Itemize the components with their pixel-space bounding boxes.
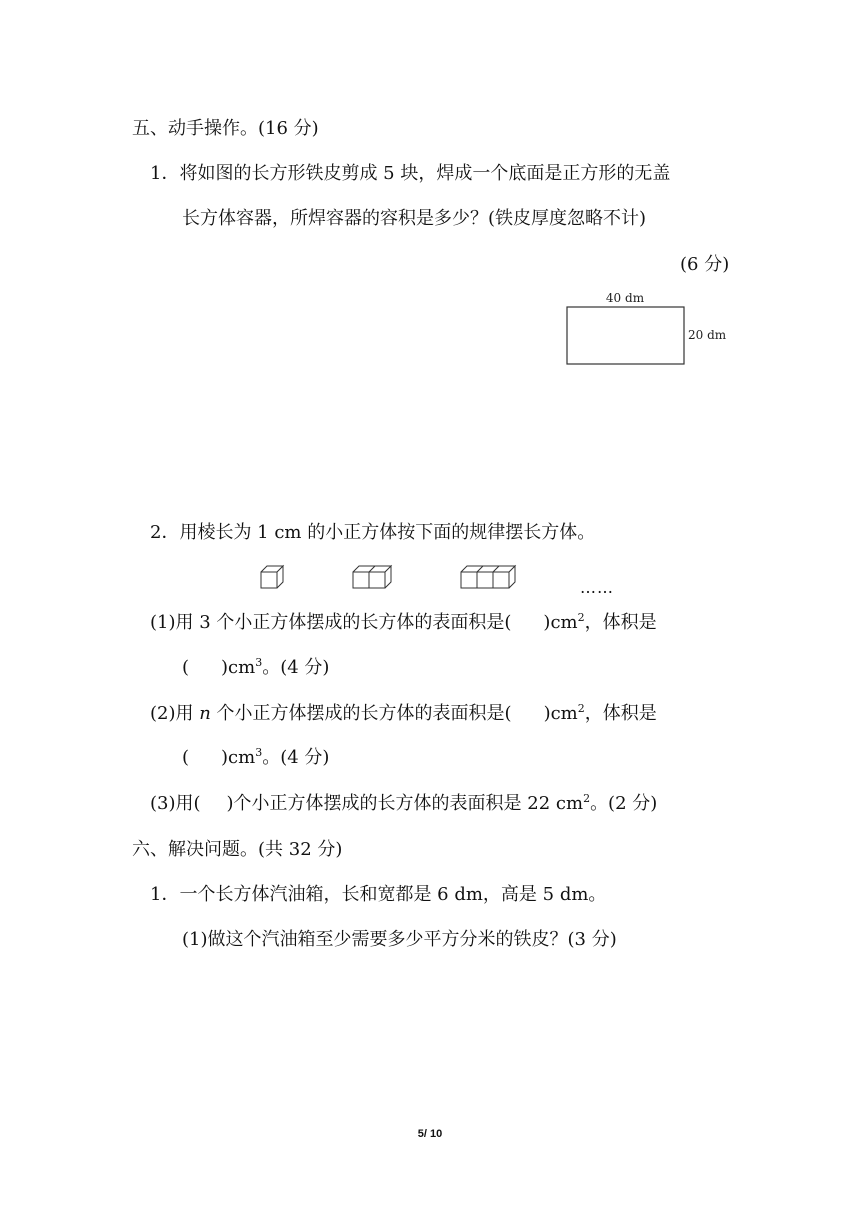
question-2-part-3: (3)用( )个小正方体摆成的长方体的表面积是 22 $cm^2$。(2 分) xyxy=(150,792,658,814)
cube-group-2 xyxy=(353,566,391,588)
section-6-question-1-part-1: (1)做这个汽油箱至少需要多少平方分米的铁皮？(3 分) xyxy=(182,929,617,950)
rectangle-shape xyxy=(567,307,684,364)
section-5-heading: 五、动手操作。(16 分) xyxy=(132,118,319,139)
cube-outline xyxy=(461,566,515,588)
page-number: 5/ 10 xyxy=(417,1128,443,1140)
rectangle-sheet-figure xyxy=(566,289,736,369)
question-2-part-2: (2)用 n 个小正方体摆成的长方体的表面积是( )$cm^2$，体积是 xyxy=(150,702,657,724)
sequence-ellipsis: …… xyxy=(580,578,614,597)
question-2-part-1: (1)用 3 个小正方体摆成的长方体的表面积是( )$cm^2$，体积是 xyxy=(150,611,657,633)
question-1-line-2: 长方体容器，所焊容器的容积是多少？(铁皮厚度忽略不计) xyxy=(182,208,647,229)
cube-group-1 xyxy=(261,566,283,588)
question-2-intro: 2．用棱长为 1 cm 的小正方体按下面的规律摆长方体。 xyxy=(150,522,596,543)
section-6-heading: 六、解决问题。(共 32 分) xyxy=(132,839,343,860)
section-6-question-1: 1．一个长方体汽油箱，长和宽都是 6 dm，高是 5 dm。 xyxy=(150,884,607,905)
question-2-part-1-cont: ( )$cm^3$。(4 分) xyxy=(182,656,330,678)
question-2-part-2-cont: ( )$cm^3$。(4 分) xyxy=(182,746,330,768)
cube-sequence-figure xyxy=(258,556,538,592)
question-1-line-1: 1．将如图的长方形铁皮剪成 5 块，焊成一个底面是正方形的无盖 xyxy=(150,163,671,184)
cube-outline xyxy=(261,566,283,588)
cube-outline xyxy=(353,566,391,588)
rect-height-label: 20 dm xyxy=(688,328,727,342)
rect-width-label: 40 dm xyxy=(605,291,645,305)
question-1-points: (6 分) xyxy=(680,254,730,275)
cube-group-3 xyxy=(461,566,515,588)
